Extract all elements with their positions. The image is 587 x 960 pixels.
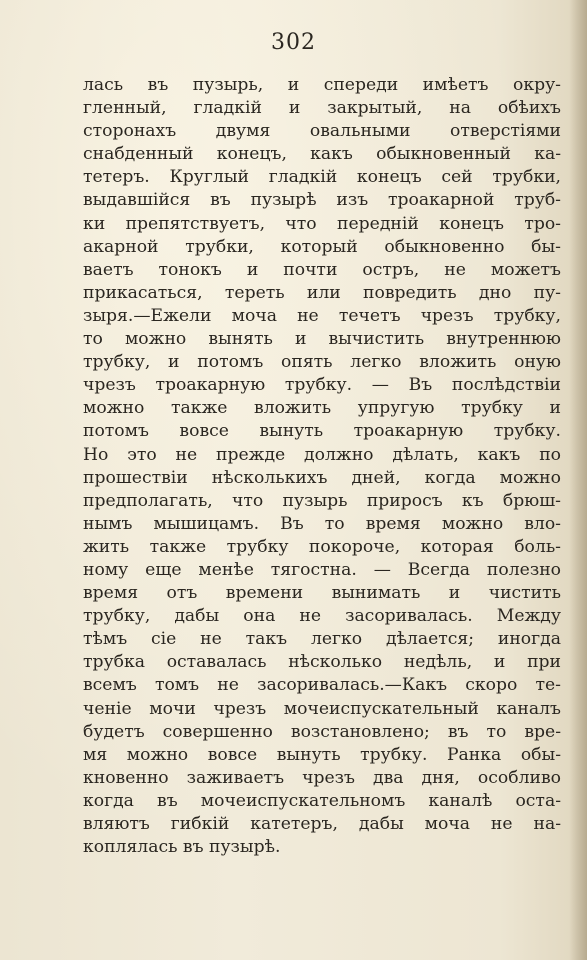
text-line: гленный, гладкій и закрытый, на обѣихъ [83, 98, 561, 119]
text-line: нымъ мышицамъ. Въ то время можно вло- [83, 513, 561, 534]
page-edge-shadow [569, 0, 587, 960]
text-line: ки препятствуетъ, что передній конецъ тро- [83, 213, 561, 234]
text-line: снабденный конецъ, какъ обыкновенный ка- [83, 144, 561, 165]
text-line: трубку, и потомъ опять легко вложить оную [83, 352, 561, 373]
page-number: 302 [271, 30, 316, 55]
text-line: лась въ пузырь, и спереди имѣетъ окру- [83, 75, 561, 95]
text-line: тетеръ. Круглый гладкій конецъ сей трубки, [83, 167, 561, 188]
text-line: когда въ мочеиспускательномъ каналѣ оста- [83, 790, 561, 811]
text-line: можно также вложить упругую трубку и [83, 398, 561, 419]
text-line: акарной трубки, который обыкновенно бы- [83, 236, 561, 257]
text-line: мя можно вовсе вынуть трубку. Ранка обы- [83, 744, 561, 765]
text-line: прошествіи нѣсколькихъ дней, когда можно [83, 467, 561, 488]
text-line: вляютъ гибкій катетеръ, дабы моча не на- [83, 814, 561, 834]
text-line: то можно вынять и вычистить внутреннюю [83, 329, 561, 350]
body-text [83, 74, 561, 859]
text-line: сторонахъ двумя овальными отверстіями [83, 121, 561, 142]
text-line: жить также трубку покороче, которая боль- [83, 536, 561, 557]
text-line: ченіе мочи чрезъ мочеиспускательный каналъ [83, 698, 561, 719]
text-line-last: коплялась въ пузырѣ. [83, 837, 281, 858]
text-line: будетъ совершенно возстановлено; въ то вре- [83, 721, 561, 742]
text-line: тѣмъ сіе не такъ легко дѣлается; иногда [83, 629, 561, 650]
text-line: предполагать, что пузырь приросъ къ брюш- [83, 490, 561, 511]
text-line: потомъ вовсе вынуть троакарную трубку. [83, 421, 561, 442]
text-line: ному еще менѣе тягостна. — Всегда полезно [83, 559, 561, 580]
text-line: всемъ томъ не засоривалась.—Какъ скоро те- [83, 675, 561, 696]
text-line: кновенно заживаетъ чрезъ два дня, особливо [83, 767, 561, 788]
text-line: трубку, дабы она не засоривалась. Между [83, 606, 561, 627]
text-line: трубка оставалась нѣсколько недѣль, и при [83, 652, 561, 673]
text-line: выдавшійся въ пузырѣ изъ троакарной труб- [83, 190, 561, 211]
text-line: чрезъ троакарную трубку. — Въ послѣдствіи [83, 375, 561, 396]
text-line: время отъ времени вынимать и чистить [83, 583, 561, 604]
text-line: зыря.—Ежели моча не течетъ чрезъ трубку, [83, 305, 561, 326]
text-line: ваетъ тонокъ и почти остръ, не можетъ [83, 259, 561, 280]
text-line: Но это не прежде должно дѣлать, какъ по [83, 444, 561, 465]
text-line: прикасаться, тереть или повредить дно пу- [83, 282, 561, 303]
